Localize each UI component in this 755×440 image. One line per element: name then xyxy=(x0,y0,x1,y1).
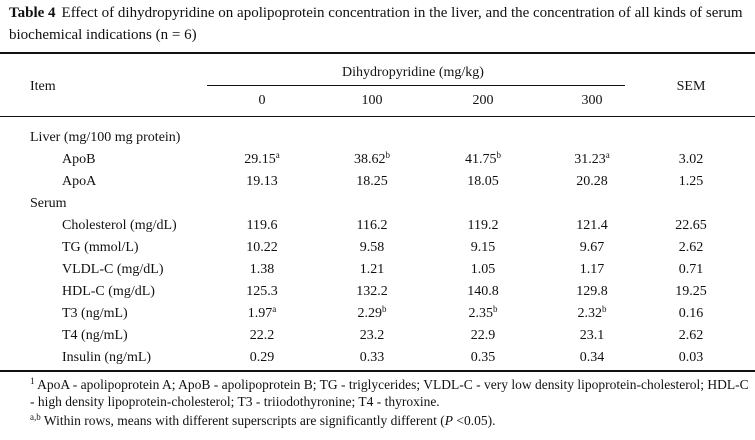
cell-value: 0.34 xyxy=(579,350,605,365)
table-cell xyxy=(246,239,278,257)
sem-value: 19.25 xyxy=(675,284,707,299)
table-cell xyxy=(467,173,499,191)
cell-value: 38.62 xyxy=(354,152,386,167)
cell-value: 2.35 xyxy=(468,306,493,321)
cell-value: 0.33 xyxy=(359,350,385,365)
footnote-mark: 1 xyxy=(30,376,35,386)
cell-value: 9.67 xyxy=(579,240,605,255)
table-cell xyxy=(576,173,608,191)
footnote-sig-p: P xyxy=(444,413,453,428)
table-caption xyxy=(9,2,751,46)
cell-value: 2.29 xyxy=(357,306,382,321)
significance-superscript: a xyxy=(275,150,280,160)
cell-value: 0.29 xyxy=(249,350,275,365)
group-rule xyxy=(207,85,625,86)
cell-value: 20.28 xyxy=(576,174,608,189)
table-cell xyxy=(246,283,278,301)
sem-value: 22.65 xyxy=(675,218,707,233)
table-cell xyxy=(580,349,605,367)
table-cell xyxy=(358,305,387,323)
cell-value: 31.23 xyxy=(574,152,606,167)
table-cell xyxy=(471,327,496,345)
footnote-sig-end: <0.05). xyxy=(453,413,496,428)
table-cell xyxy=(246,173,278,191)
header-dose-200: 200 xyxy=(472,93,494,108)
table-cell xyxy=(244,151,280,169)
row-label: T4 (ng/mL) xyxy=(62,328,128,343)
footnote-significance xyxy=(30,412,752,429)
significance-superscript: b xyxy=(385,150,390,160)
table-cell xyxy=(360,261,385,279)
cell-value: 119.6 xyxy=(246,218,278,233)
table-cell xyxy=(250,261,275,279)
cell-value: 119.2 xyxy=(467,218,499,233)
table-cell xyxy=(469,305,498,323)
table-cell xyxy=(360,327,385,345)
table-title: Effect of dihydropyridine on apolipoprotein concentration in the liver, and the concentration of all kinds of serum biochemical indications (n = 6) xyxy=(9,5,743,43)
sem-value: 0.03 xyxy=(678,350,704,365)
table-cell xyxy=(580,327,605,345)
row-label: Cholesterol (mg/dL) xyxy=(62,218,177,233)
sem-value: 0.71 xyxy=(678,262,704,277)
cell-value: 1.21 xyxy=(359,262,385,277)
section-title: Liver (mg/100 mg protein) xyxy=(30,130,181,145)
footnote-sig-text: Within rows, means with different superscripts are significantly different ( xyxy=(43,413,445,428)
row-label: TG (mmol/L) xyxy=(62,240,139,255)
cell-value: 129.8 xyxy=(576,284,608,299)
cell-value: 23.2 xyxy=(359,328,385,343)
sem-value: 3.02 xyxy=(678,152,704,167)
cell-value: 9.15 xyxy=(470,240,496,255)
table-cell xyxy=(360,239,385,257)
header-sem: SEM xyxy=(676,79,706,94)
cell-value: 10.22 xyxy=(246,240,278,255)
footnote-abbreviations xyxy=(30,376,752,410)
table-cell xyxy=(467,283,499,301)
cell-value: 9.58 xyxy=(359,240,385,255)
cell-value: 1.17 xyxy=(579,262,605,277)
cell-value: 116.2 xyxy=(356,218,388,233)
table-cell xyxy=(578,305,607,323)
row-label: T3 (ng/mL) xyxy=(62,306,128,321)
cell-value: 23.1 xyxy=(579,328,605,343)
table-cell xyxy=(360,349,385,367)
table-cell xyxy=(576,217,608,235)
table-label: Table 4 xyxy=(9,5,56,21)
table-cell xyxy=(471,239,496,257)
footnote-abbr-text: ApoA - apolipoprotein A; ApoB - apolipoprotein B; TG - triglycerides; VLDL-C - very low density lipoprotein-cholesterol; HDL-C - high density lipoprotein-cholesterol; T3 - triiodothyronine; T4 - thyroxine. xyxy=(30,377,749,409)
cell-value: 29.15 xyxy=(244,152,276,167)
table-cell xyxy=(247,217,278,235)
table-cell xyxy=(356,283,388,301)
row-label: VLDL-C (mg/dL) xyxy=(62,262,164,277)
table-cell xyxy=(357,217,388,235)
table-cell xyxy=(465,151,501,169)
cell-value: 132.2 xyxy=(356,284,388,299)
sem-value: 2.62 xyxy=(678,240,704,255)
cell-value: 0.35 xyxy=(470,350,496,365)
table-cell xyxy=(574,151,610,169)
cell-value: 1.97 xyxy=(247,306,273,321)
footnote-sig-mark: a,b xyxy=(30,412,41,422)
row-label: HDL-C (mg/dL) xyxy=(62,284,155,299)
table-cell xyxy=(250,327,275,345)
cell-value: 121.4 xyxy=(576,218,608,233)
sem-value: 0.16 xyxy=(678,306,704,321)
header-group: Dihydropyridine (mg/kg) xyxy=(342,65,484,80)
table-cell xyxy=(471,261,496,279)
header-dose-0: 0 xyxy=(258,93,266,108)
section-title: Serum xyxy=(30,196,67,211)
table-cell xyxy=(248,305,277,323)
cell-value: 22.9 xyxy=(470,328,496,343)
table-cell xyxy=(576,283,608,301)
row-label: ApoB xyxy=(62,152,96,167)
significance-superscript: b xyxy=(602,304,607,314)
cell-value: 41.75 xyxy=(465,152,497,167)
row-label: ApoA xyxy=(62,174,97,189)
cell-value: 22.2 xyxy=(249,328,275,343)
table-cell xyxy=(354,151,390,169)
sem-value: 2.62 xyxy=(678,328,704,343)
table-cell xyxy=(356,173,388,191)
cell-value: 19.13 xyxy=(246,174,278,189)
cell-value: 125.3 xyxy=(246,284,278,299)
significance-superscript: b xyxy=(493,304,498,314)
significance-superscript: b xyxy=(382,304,387,314)
row-label: Insulin (ng/mL) xyxy=(62,350,152,365)
table-cell xyxy=(250,349,275,367)
cell-value: 2.32 xyxy=(577,306,602,321)
table-cell xyxy=(468,217,499,235)
significance-superscript: a xyxy=(605,150,610,160)
header-item: Item xyxy=(30,79,56,94)
cell-value: 1.05 xyxy=(470,262,496,277)
header-dose-100: 100 xyxy=(361,93,383,108)
cell-value: 18.25 xyxy=(356,174,388,189)
bottom-rule xyxy=(0,370,755,372)
header-dose-300: 300 xyxy=(581,93,603,108)
top-rule xyxy=(0,52,755,54)
table-cell xyxy=(580,239,605,257)
significance-superscript: a xyxy=(272,304,277,314)
cell-value: 140.8 xyxy=(467,284,499,299)
cell-value: 18.05 xyxy=(467,174,499,189)
table-cell xyxy=(580,261,605,279)
significance-superscript: b xyxy=(496,150,501,160)
table-cell xyxy=(471,349,496,367)
cell-value: 1.38 xyxy=(249,262,275,277)
sem-value: 1.25 xyxy=(678,174,704,189)
header-rule xyxy=(0,116,755,117)
